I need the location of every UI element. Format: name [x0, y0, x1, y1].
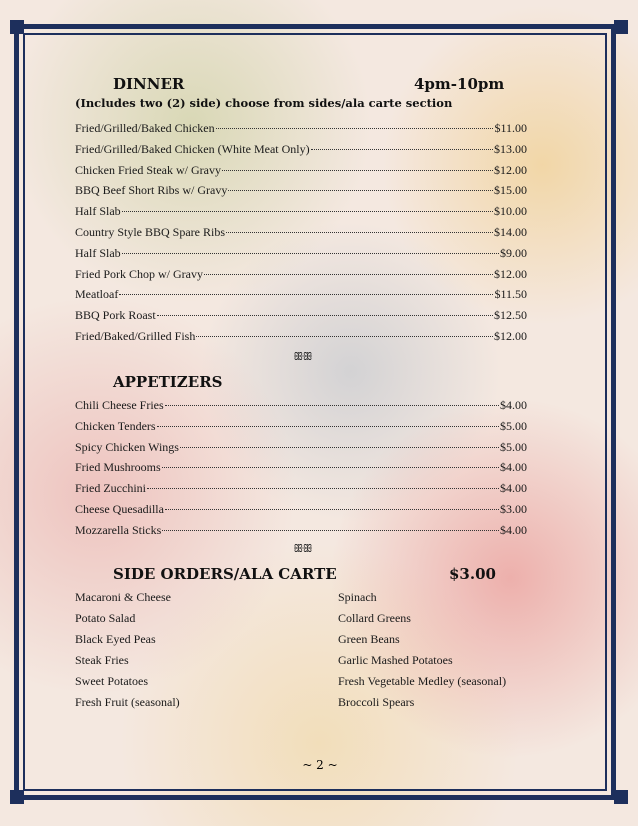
dot-leader [122, 211, 493, 212]
menu-item-price: $12.00 [494, 266, 527, 281]
menu-item-price: $12.00 [494, 162, 527, 177]
menu-item-name: Fried/Grilled/Baked Chicken (White Meat Only) [75, 141, 310, 156]
menu-item-row [75, 419, 527, 435]
dot-leader [147, 488, 499, 489]
dot-leader [228, 190, 493, 191]
dot-leader [122, 253, 499, 254]
side-item: Collard Greens [338, 611, 411, 625]
menu-item-row [75, 121, 527, 137]
menu-item-name: Mozzarella Sticks [75, 522, 162, 537]
menu-item-name: Half Slab [75, 245, 121, 260]
menu-item-row [75, 523, 527, 539]
page-number: ~ 2 ~ [302, 758, 338, 772]
dot-leader [157, 426, 499, 427]
corner-ornament-tr [614, 20, 628, 34]
menu-item-row [75, 308, 527, 324]
menu-item-row [75, 142, 527, 158]
corner-ornament-br [614, 790, 628, 804]
menu-item-name: Fried Pork Chop w/ Gravy [75, 266, 203, 281]
dot-leader [226, 232, 493, 233]
menu-item-name: BBQ Pork Roast [75, 308, 156, 323]
menu-item-row [75, 225, 527, 241]
dot-leader [180, 447, 499, 448]
menu-item-name: Fried/Grilled/Baked Chicken [75, 121, 215, 135]
menu-item-price: $4.00 [500, 522, 527, 537]
menu-item-name: Chicken Tenders [75, 418, 156, 433]
appetizers-heading: APPETIZERS [113, 373, 223, 391]
menu-item-name: Spicy Chicken Wings [75, 439, 179, 454]
menu-item-price: $12.00 [494, 329, 527, 343]
menu-item-price: $4.00 [500, 481, 527, 496]
dot-leader [119, 294, 493, 295]
menu-item-price: $4.00 [500, 398, 527, 412]
menu-item-row [75, 163, 527, 179]
dot-leader [222, 170, 493, 171]
dot-leader [204, 274, 493, 275]
corner-ornament-tl [10, 20, 24, 34]
dot-leader [165, 405, 499, 406]
side-item: Spinach [338, 590, 377, 604]
menu-item-name: Half Slab [75, 204, 121, 219]
dot-leader [216, 128, 494, 129]
side-item: Fresh Vegetable Medley (seasonal) [338, 674, 507, 688]
menu-item-price: $15.00 [494, 183, 527, 198]
side-item: Broccoli Spears [338, 695, 415, 709]
menu-item-row [75, 246, 527, 262]
sides-price: $3.00 [449, 565, 496, 583]
side-item: Sweet Potatoes [75, 674, 148, 688]
menu-item-row [75, 287, 527, 303]
menu-item-price: $14.00 [494, 225, 527, 239]
corner-ornament-bl [10, 790, 24, 804]
menu-item-price: $5.00 [500, 439, 527, 454]
dot-leader [162, 467, 499, 468]
side-item: Black Eyed Peas [75, 632, 156, 646]
menu-item-row [75, 329, 527, 345]
menu-item-row [75, 502, 527, 518]
dot-leader [165, 509, 499, 510]
dinner-heading: DINNER [113, 75, 185, 93]
menu-item-row [75, 183, 527, 199]
dot-leader [196, 336, 493, 337]
section-divider: ꕥꕥ [293, 351, 312, 363]
menu-item-name: Fried Mushrooms [75, 460, 161, 475]
menu-item-row [75, 460, 527, 476]
sides-heading: SIDE ORDERS/ALA CARTE [113, 565, 337, 583]
dot-leader [162, 530, 499, 531]
dot-leader [157, 315, 493, 316]
menu-item-name: Chili Cheese Fries [75, 398, 164, 412]
menu-item-price: $12.50 [494, 308, 527, 323]
menu-item-name: BBQ Beef Short Ribs w/ Gravy [75, 183, 228, 198]
menu-item-name: Cheese Quesadilla [75, 502, 164, 516]
dinner-hours: 4pm-10pm [414, 75, 505, 93]
menu-item-price: $3.00 [500, 502, 527, 516]
menu-item-name: Chicken Fried Steak w/ Gravy [75, 162, 221, 177]
menu-item-price: $4.00 [500, 460, 527, 475]
side-item: Fresh Fruit (seasonal) [75, 695, 180, 709]
menu-item-name: Fried/Baked/Grilled Fish [75, 329, 196, 343]
menu-item-name: Fried Zucchini [75, 481, 146, 496]
side-item: Steak Fries [75, 653, 129, 667]
menu-item-price: $11.00 [494, 121, 527, 135]
menu-item-name: Meatloaf [75, 287, 119, 302]
menu-item-name: Country Style BBQ Spare Ribs [75, 225, 226, 239]
menu-item-row [75, 267, 527, 283]
menu-item-price: $11.50 [494, 287, 527, 302]
menu-item-row [75, 398, 527, 414]
menu-item-price: $13.00 [494, 141, 527, 156]
menu-item-row [75, 481, 527, 497]
side-item: Garlic Mashed Potatoes [338, 653, 453, 667]
dot-leader [311, 149, 493, 150]
menu-item-row [75, 204, 527, 220]
menu-item-price: $5.00 [500, 418, 527, 433]
section-divider: ꕥꕥ [293, 543, 312, 555]
menu-item-price: $10.00 [494, 204, 527, 219]
side-item: Macaroni & Cheese [75, 590, 171, 604]
dinner-note: (Includes two (2) side) choose from sides/ala carte section [75, 96, 453, 110]
menu-item-price: $9.00 [500, 245, 527, 260]
side-item: Potato Salad [75, 611, 136, 625]
side-item: Green Beans [338, 632, 400, 646]
menu-item-row [75, 440, 527, 456]
